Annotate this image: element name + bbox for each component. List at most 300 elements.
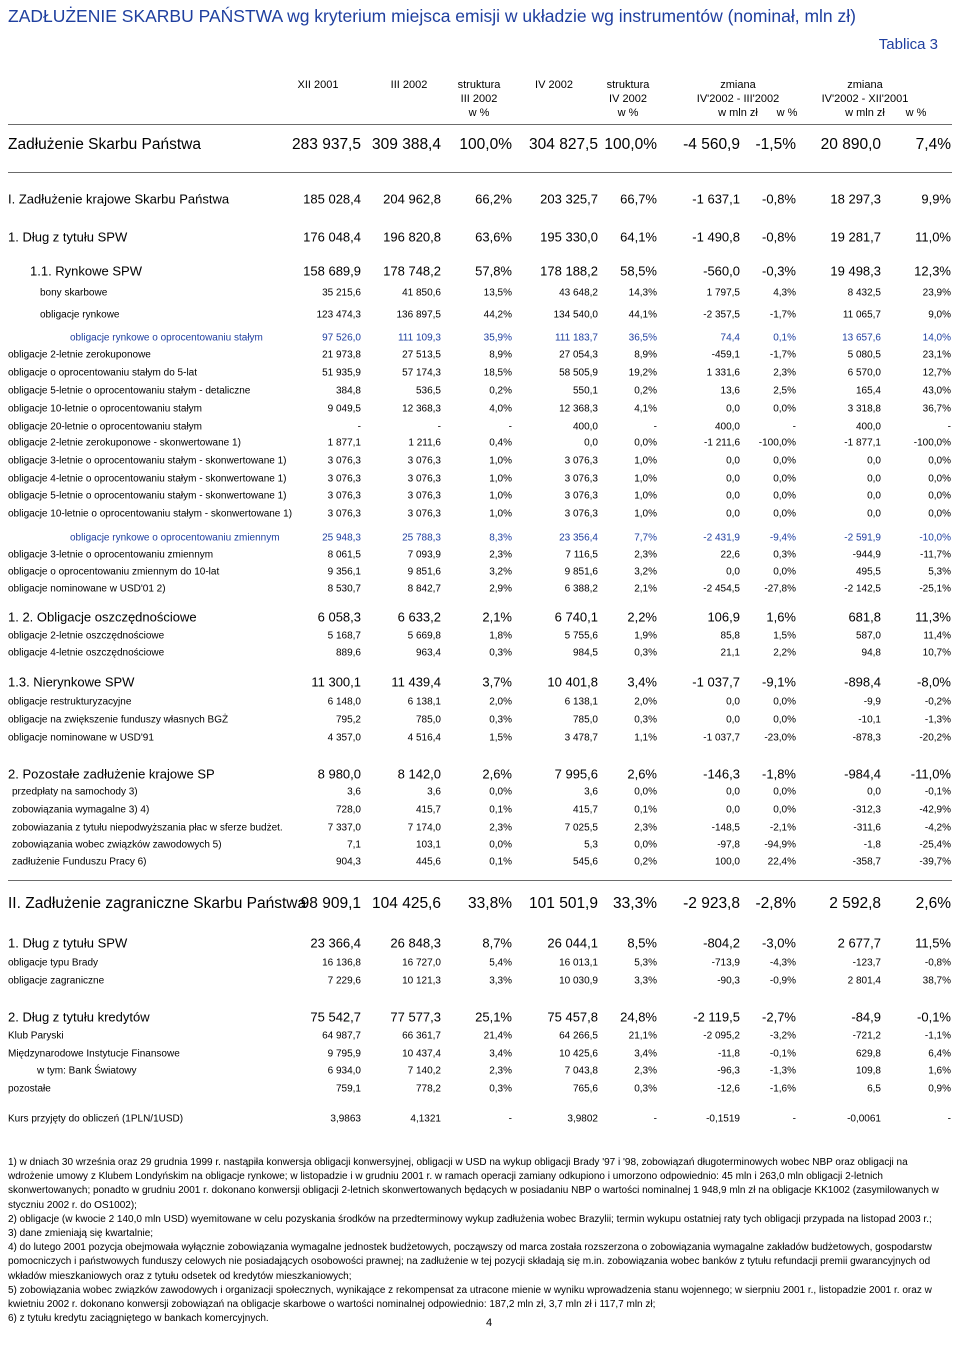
cell-value: 415,7 — [415, 804, 441, 816]
cell-value: -27,8% — [764, 583, 796, 595]
cell-value: 0,1% — [773, 332, 796, 344]
cell-value: 7 229,6 — [327, 975, 361, 987]
cell-value: 9 356,1 — [327, 566, 361, 578]
cell-value: 0,0% — [773, 490, 796, 502]
column-header-line: zmiana — [847, 79, 883, 91]
cell-value: 33,8% — [468, 895, 512, 912]
cell-value: -898,4 — [844, 674, 881, 690]
cell-value: 158 689,9 — [303, 263, 361, 279]
cell-value: 18 297,3 — [830, 191, 881, 207]
row-label: obligacje rynkowe — [40, 309, 120, 321]
cell-value: -39,7% — [919, 856, 951, 868]
cell-value: 8,9% — [489, 349, 512, 361]
cell-value: -1,3% — [769, 1065, 796, 1077]
cell-value: 16 013,1 — [559, 957, 598, 969]
cell-value: 1 331,6 — [706, 367, 740, 379]
footnote: 3) dane zmieniają się kwartalnie; — [8, 1228, 154, 1240]
cell-value: 106,9 — [707, 609, 740, 625]
footnote: 4) do lutego 2001 pozycja obejmowała wyłącznie zobowiązania wymagalne jednostek budżetowych, począwszy od marca została rozszerzona o zobowiązania wymagalne zakładów budżetowych, gospodarstw pomocniczych i państwowych funduszy celowych nie posiadających osobowości prawnej; na zadłużenie w tej pozycji składają się m.in. zobowiązania wobec banków z tytułu refundacji premii gwarancyjnych od wkładów mieszkaniowych oraz z tytułu odsetek od kredytów mieszkaniowych; — [8, 1242, 932, 1282]
table-label: Tablica 3 — [878, 36, 938, 53]
cell-value: -1 490,8 — [692, 229, 740, 245]
cell-value: 25 788,3 — [402, 532, 441, 544]
cell-value: 0,0 — [726, 696, 740, 708]
row-label: przedpłaty na samochody 3) — [12, 786, 138, 798]
cell-value: 0,3% — [634, 1083, 657, 1095]
cell-value: -0,2% — [924, 696, 951, 708]
cell-value: 10,7% — [922, 647, 951, 659]
cell-value: 0,0 — [726, 490, 740, 502]
cell-value: 9 049,5 — [327, 403, 361, 415]
cell-value: -944,9 — [852, 549, 881, 561]
column-header-line: w mln zł — [718, 107, 758, 119]
cell-value: -1,5% — [755, 136, 796, 153]
cell-value: 283 937,5 — [292, 136, 361, 153]
row-label: obligacje 2-letnie zerokuponowe — [8, 349, 151, 361]
cell-value: 1 797,5 — [706, 287, 740, 299]
cell-value: -146,3 — [703, 766, 740, 782]
cell-value: 13,6 — [720, 385, 740, 397]
row-label: 1.1. Rynkowe SPW — [30, 263, 142, 279]
cell-value: 2,0% — [634, 696, 657, 708]
cell-value: 22,4% — [767, 856, 796, 868]
cell-value: 400,0 — [714, 421, 740, 433]
cell-value: 0,0 — [867, 473, 881, 485]
cell-value: 57 174,3 — [402, 367, 441, 379]
column-header-line: IV'2002 - III'2002 — [696, 93, 780, 105]
cell-value: 3,9863 — [330, 1113, 361, 1125]
cell-value: 33,3% — [613, 895, 657, 912]
row-label: obligacje 3-letnie o oprocentowaniu stałym - skonwertowane 1) — [8, 455, 287, 467]
cell-value: -984,4 — [844, 766, 881, 782]
cell-value: 0,0 — [726, 714, 740, 726]
cell-value: - — [653, 421, 657, 433]
row-label: zobowiązania wymagalne 3) 4) — [12, 804, 150, 816]
cell-value: 9 851,6 — [407, 566, 441, 578]
cell-value: 6,5 — [867, 1083, 881, 1095]
row-label: Klub Paryski — [8, 1030, 64, 1042]
cell-value: 3,3% — [489, 975, 512, 987]
cell-value: 785,0 — [572, 714, 598, 726]
cell-value: 185 028,4 — [303, 191, 361, 207]
cell-value: -1,3% — [924, 714, 951, 726]
cell-value: 6 740,1 — [554, 609, 598, 625]
cell-value: 0,0% — [634, 839, 657, 851]
cell-value: 44,1% — [628, 309, 657, 321]
cell-value: 16 727,0 — [402, 957, 441, 969]
cell-value: -2 357,5 — [703, 309, 740, 321]
row-label: 2. Pozostałe zadłużenie krajowe SP — [8, 766, 215, 782]
cell-value: 7 093,9 — [407, 549, 441, 561]
cell-value: -1,1% — [924, 1030, 951, 1042]
cell-value: 0,0 — [867, 786, 881, 798]
cell-value: 11,5% — [915, 935, 951, 951]
cell-value: 0,9% — [928, 1083, 951, 1095]
cell-value: 21 973,8 — [322, 349, 361, 361]
cell-value: 19 281,7 — [830, 229, 881, 245]
column-header-line: w % — [776, 107, 798, 119]
cell-value: -25,4% — [919, 839, 951, 851]
column-header-line: w % — [468, 107, 490, 119]
cell-value: 19,2% — [628, 367, 657, 379]
cell-value: -2 454,5 — [703, 583, 740, 595]
cell-value: -25,1% — [919, 583, 951, 595]
cell-value: 3 076,3 — [407, 508, 441, 520]
cell-value: 0,4% — [489, 437, 512, 449]
cell-value: 3 076,3 — [327, 473, 361, 485]
row-label: obligacje rynkowe o oprocentowaniu zmiennym — [70, 532, 280, 544]
cell-value: 0,0% — [928, 473, 951, 485]
cell-value: 109,8 — [855, 1065, 881, 1077]
cell-value: 23 366,4 — [310, 935, 361, 951]
cell-value: 2,1% — [482, 609, 512, 625]
cell-value: 101 501,9 — [529, 895, 598, 912]
cell-value: 8 980,0 — [317, 766, 361, 782]
row-label: obligacje o oprocentowaniu stałym do 5-lat — [8, 367, 197, 379]
cell-value: 1,0% — [634, 455, 657, 467]
row-label: II. Zadłużenie zagraniczne Skarbu Państwa — [8, 895, 307, 912]
cell-value: 681,8 — [848, 609, 881, 625]
cell-value: 8,7% — [482, 935, 512, 951]
row-label: obligacje zagraniczne — [8, 975, 105, 987]
cell-value: 196 820,8 — [383, 229, 441, 245]
cell-value: 27 513,5 — [402, 349, 441, 361]
cell-value: 3,9802 — [567, 1113, 598, 1125]
cell-value: 5,3% — [928, 566, 951, 578]
cell-value: 889,6 — [335, 647, 361, 659]
cell-value: 0,3% — [489, 1083, 512, 1095]
row-label: I. Zadłużenie krajowe Skarbu Państwa — [8, 191, 230, 207]
cell-value: 304 827,5 — [529, 136, 598, 153]
cell-value: 7 043,8 — [564, 1065, 598, 1077]
cell-value: 35 215,6 — [322, 287, 361, 299]
cell-value: 0,3% — [489, 647, 512, 659]
cell-value: 11,0% — [915, 229, 951, 245]
footnote: 2) obligacje (w kwocie 2 140,0 mln USD) wyemitowane w celu pozyskania środków na przedterminowy wykup zadłużenia wobec Brazylii; termin wykupu ostatniej raty tych obligacji przypada na listopad 2003 r.; — [8, 1213, 932, 1225]
cell-value: -9,1% — [762, 674, 796, 690]
cell-value: 8,9% — [634, 349, 657, 361]
cell-value: 2,9% — [489, 583, 512, 595]
cell-value: -560,0 — [703, 263, 740, 279]
cell-value: 66 361,7 — [402, 1030, 441, 1042]
cell-value: 26 044,1 — [547, 935, 598, 951]
cell-value: 3 478,7 — [564, 732, 598, 744]
cell-value: 4,3% — [773, 287, 796, 299]
column-header-line: III 2002 — [390, 79, 428, 91]
cell-value: 1,6% — [766, 609, 796, 625]
row-label: 1. Dług z tytułu SPW — [8, 935, 128, 951]
cell-value: -1,8% — [762, 766, 796, 782]
cell-value: 4,1% — [634, 403, 657, 415]
row-label: Kurs przyjęty do obliczeń (1PLN/1USD) — [8, 1113, 184, 1125]
cell-value: 176 048,4 — [303, 229, 361, 245]
cell-value: 1,6% — [928, 1065, 951, 1077]
cell-value: 2,0% — [489, 696, 512, 708]
cell-value: -2,7% — [762, 1009, 796, 1025]
cell-value: 2,6% — [482, 766, 512, 782]
cell-value: -97,8 — [717, 839, 740, 851]
cell-value: 8 842,7 — [407, 583, 441, 595]
row-label: 1. 2. Obligacje oszczędnościowe — [8, 609, 197, 625]
cell-value: 1,0% — [489, 508, 512, 520]
cell-value: 38,7% — [922, 975, 951, 987]
cell-value: 1,0% — [634, 490, 657, 502]
cell-value: 36,7% — [922, 403, 951, 415]
cell-value: -0,8% — [924, 957, 951, 969]
column-header-line: struktura — [606, 79, 650, 91]
cell-value: - — [508, 1113, 512, 1125]
cell-value: -1 037,7 — [692, 674, 740, 690]
column-header-line: struktura — [457, 79, 501, 91]
cell-value: 3 076,3 — [564, 473, 598, 485]
cell-value: 0,1% — [489, 856, 512, 868]
cell-value: 3,6 — [427, 786, 441, 798]
cell-value: 1,0% — [489, 490, 512, 502]
cell-value: 16 136,8 — [322, 957, 361, 969]
cell-value: 2,3% — [634, 822, 657, 834]
cell-value: 41 850,6 — [402, 287, 441, 299]
cell-value: 51 935,9 — [322, 367, 361, 379]
cell-value: -20,2% — [919, 732, 951, 744]
row-label: obligacje nominowane w USD'01 2) — [8, 583, 166, 595]
cell-value: 13,5% — [483, 287, 512, 299]
cell-value: 44,2% — [483, 309, 512, 321]
column-header-line: XII 2001 — [297, 79, 339, 91]
cell-value: 9,0% — [928, 309, 951, 321]
cell-value: 0,2% — [634, 856, 657, 868]
cell-value: 785,0 — [415, 714, 441, 726]
cell-value: 1 211,6 — [408, 437, 441, 449]
cell-value: 66,7% — [620, 191, 657, 207]
cell-value: - — [947, 421, 951, 433]
cell-value: 984,5 — [572, 647, 598, 659]
cell-value: -2,8% — [755, 895, 796, 912]
cell-value: 309 388,4 — [372, 136, 441, 153]
cell-value: -1,7% — [769, 349, 796, 361]
cell-value: 6 570,0 — [847, 367, 881, 379]
cell-value: 3,6 — [347, 786, 361, 798]
cell-value: -713,9 — [711, 957, 740, 969]
cell-value: 58 505,9 — [559, 367, 598, 379]
cell-value: 3 076,3 — [564, 455, 598, 467]
cell-value: 0,0% — [773, 696, 796, 708]
cell-value: 0,0 — [726, 508, 740, 520]
divider — [8, 172, 952, 173]
cell-value: -9,9 — [863, 696, 881, 708]
cell-value: 23 356,4 — [559, 532, 598, 544]
cell-value: -4,2% — [924, 822, 951, 834]
column-header-line: w % — [617, 107, 639, 119]
cell-value: 6 058,3 — [317, 609, 361, 625]
cell-value: 0,0% — [489, 839, 512, 851]
cell-value: 8 432,5 — [847, 287, 881, 299]
cell-value: -1,8 — [863, 839, 881, 851]
cell-value: 1,1% — [634, 732, 657, 744]
cell-value: -10,1 — [858, 714, 881, 726]
cell-value: 0,0 — [867, 490, 881, 502]
cell-value: -1,7% — [769, 309, 796, 321]
row-label: 1. Dług z tytułu SPW — [8, 229, 128, 245]
cell-value: -804,2 — [703, 935, 740, 951]
cell-value: 7,1 — [347, 839, 361, 851]
cell-value: 0,0 — [584, 437, 598, 449]
cell-value: 7 116,5 — [565, 549, 598, 561]
cell-value: 7 337,0 — [327, 822, 361, 834]
cell-value: 778,2 — [415, 1083, 441, 1095]
cell-value: 8,5% — [627, 935, 657, 951]
cell-value: 4 357,0 — [327, 732, 361, 744]
cell-value: - — [653, 1113, 657, 1125]
cell-value: 0,0 — [867, 455, 881, 467]
row-label: Międzynarodowe Instytucje Finansowe — [8, 1048, 180, 1060]
cell-value: -2 923,8 — [683, 895, 740, 912]
cell-value: 904,3 — [335, 856, 361, 868]
cell-value: -90,3 — [717, 975, 740, 987]
row-label: obligacje restrukturyzacyjne — [8, 696, 132, 708]
cell-value: 98 909,1 — [300, 895, 361, 912]
cell-value: 2,5% — [773, 385, 796, 397]
cell-value: 195 330,0 — [540, 229, 598, 245]
cell-value: 100,0% — [459, 136, 512, 153]
cell-value: -1 037,7 — [703, 732, 740, 744]
column-header-line: w mln zł — [845, 107, 885, 119]
cell-value: 0,0% — [489, 786, 512, 798]
cell-value: 400,0 — [572, 421, 598, 433]
cell-value: 3,4% — [627, 674, 657, 690]
cell-value: 203 325,7 — [540, 191, 598, 207]
cell-value: -1 877,1 — [844, 437, 881, 449]
cell-value: 165,4 — [855, 385, 881, 397]
cell-value: -1,6% — [769, 1083, 796, 1095]
cell-value: 1,8% — [489, 630, 512, 642]
cell-value: 1,5% — [773, 630, 796, 642]
cell-value: 6,4% — [928, 1048, 951, 1060]
cell-value: 0,0% — [773, 804, 796, 816]
cell-value: -96,3 — [717, 1065, 740, 1077]
cell-value: 85,8 — [720, 630, 740, 642]
cell-value: 0,0% — [773, 786, 796, 798]
cell-value: 5 080,5 — [847, 349, 881, 361]
cell-value: -0,1% — [917, 1009, 951, 1025]
column-header-line: zmiana — [720, 79, 756, 91]
cell-value: - — [437, 421, 441, 433]
cell-value: -0,8% — [762, 229, 796, 245]
cell-value: 3 076,3 — [327, 455, 361, 467]
cell-value: -2 431,9 — [703, 532, 740, 544]
cell-value: 43 648,2 — [559, 287, 598, 299]
cell-value: -2 142,5 — [844, 583, 881, 595]
cell-value: 27 054,3 — [559, 349, 598, 361]
cell-value: 10 030,9 — [559, 975, 598, 987]
divider — [8, 124, 952, 125]
cell-value: 4,0% — [489, 403, 512, 415]
cell-value: -0,1% — [924, 786, 951, 798]
cell-value: 14,3% — [628, 287, 657, 299]
cell-value: 14,0% — [922, 332, 951, 344]
cell-value: 0,0% — [928, 508, 951, 520]
cell-value: 0,1% — [634, 804, 657, 816]
cell-value: 22,6 — [720, 549, 740, 561]
cell-value: 1,0% — [634, 508, 657, 520]
column-header-line: IV 2002 — [535, 79, 573, 91]
cell-value: 415,7 — [572, 804, 598, 816]
cell-value: 3,4% — [634, 1048, 657, 1060]
cell-value: -0,0061 — [847, 1113, 881, 1125]
cell-value: 0,2% — [489, 385, 512, 397]
cell-value: 11 300,1 — [311, 674, 361, 690]
cell-value: 77 577,3 — [390, 1009, 441, 1025]
cell-value: 23,1% — [922, 349, 951, 361]
cell-value: 7 174,0 — [407, 822, 441, 834]
row-label: obligacje 10-letnie o oprocentowaniu stałym - skonwertowane 1) — [8, 508, 293, 520]
cell-value: 1,0% — [489, 473, 512, 485]
cell-value: 2,2% — [627, 609, 657, 625]
cell-value: -2 119,5 — [693, 1009, 740, 1025]
cell-value: -94,9% — [764, 839, 796, 851]
cell-value: 5,3 — [584, 839, 598, 851]
cell-value: 3 076,3 — [564, 490, 598, 502]
cell-value: 5 669,8 — [407, 630, 441, 642]
cell-value: -878,3 — [852, 732, 881, 744]
cell-value: 136 897,5 — [396, 309, 441, 321]
page-number: 4 — [486, 1317, 493, 1329]
cell-value: 100,0% — [604, 136, 657, 153]
cell-value: 0,0% — [773, 714, 796, 726]
cell-value: 10 425,6 — [559, 1048, 598, 1060]
cell-value: 18,5% — [483, 367, 512, 379]
column-header-line: IV 2002 — [609, 93, 647, 105]
cell-value: 75 542,7 — [310, 1009, 361, 1025]
cell-value: -11,8 — [717, 1048, 740, 1060]
row-label: obligacje rynkowe o oprocentowaniu stałym — [70, 332, 263, 344]
cell-value: 963,4 — [415, 647, 441, 659]
cell-value: 765,6 — [572, 1083, 598, 1095]
cell-value: 103,1 — [415, 839, 441, 851]
cell-value: -2,1% — [769, 822, 796, 834]
cell-value: 7,7% — [634, 532, 657, 544]
cell-value: 545,6 — [572, 856, 598, 868]
cell-value: -459,1 — [711, 349, 740, 361]
cell-value: 2 677,7 — [837, 935, 881, 951]
cell-value: - — [947, 1113, 951, 1125]
cell-value: 2,3% — [489, 549, 512, 561]
cell-value: -100,0% — [913, 437, 951, 449]
cell-value: 5,4% — [489, 957, 512, 969]
row-label: obligacje 4-letnie oszczędnościowe — [8, 647, 165, 659]
cell-value: -42,9% — [919, 804, 951, 816]
cell-value: 63,6% — [475, 229, 512, 245]
cell-value: 3 076,3 — [407, 490, 441, 502]
cell-value: 1,5% — [489, 732, 512, 744]
cell-value: 3,2% — [489, 566, 512, 578]
cell-value: -84,9 — [851, 1009, 881, 1025]
cell-value: 6 148,0 — [327, 696, 361, 708]
cell-value: 2 801,4 — [847, 975, 881, 987]
cell-value: 3 076,3 — [327, 508, 361, 520]
cell-value: 12 368,3 — [402, 403, 441, 415]
row-label: obligacje na zwiększenie funduszy własnych BGŻ — [8, 714, 229, 726]
cell-value: -2 591,9 — [844, 532, 881, 544]
cell-value: -358,7 — [852, 856, 881, 868]
cell-value: 21,4% — [483, 1030, 512, 1042]
cell-value: 0,0 — [726, 455, 740, 467]
cell-value: -8,0% — [917, 674, 951, 690]
cell-value: 0,0% — [634, 437, 657, 449]
cell-value: 64 987,7 — [322, 1030, 361, 1042]
cell-value: 97 526,0 — [322, 332, 361, 344]
cell-value: 111 183,7 — [554, 332, 598, 344]
cell-value: 9,9% — [921, 191, 951, 207]
cell-value: 5,3% — [634, 957, 657, 969]
